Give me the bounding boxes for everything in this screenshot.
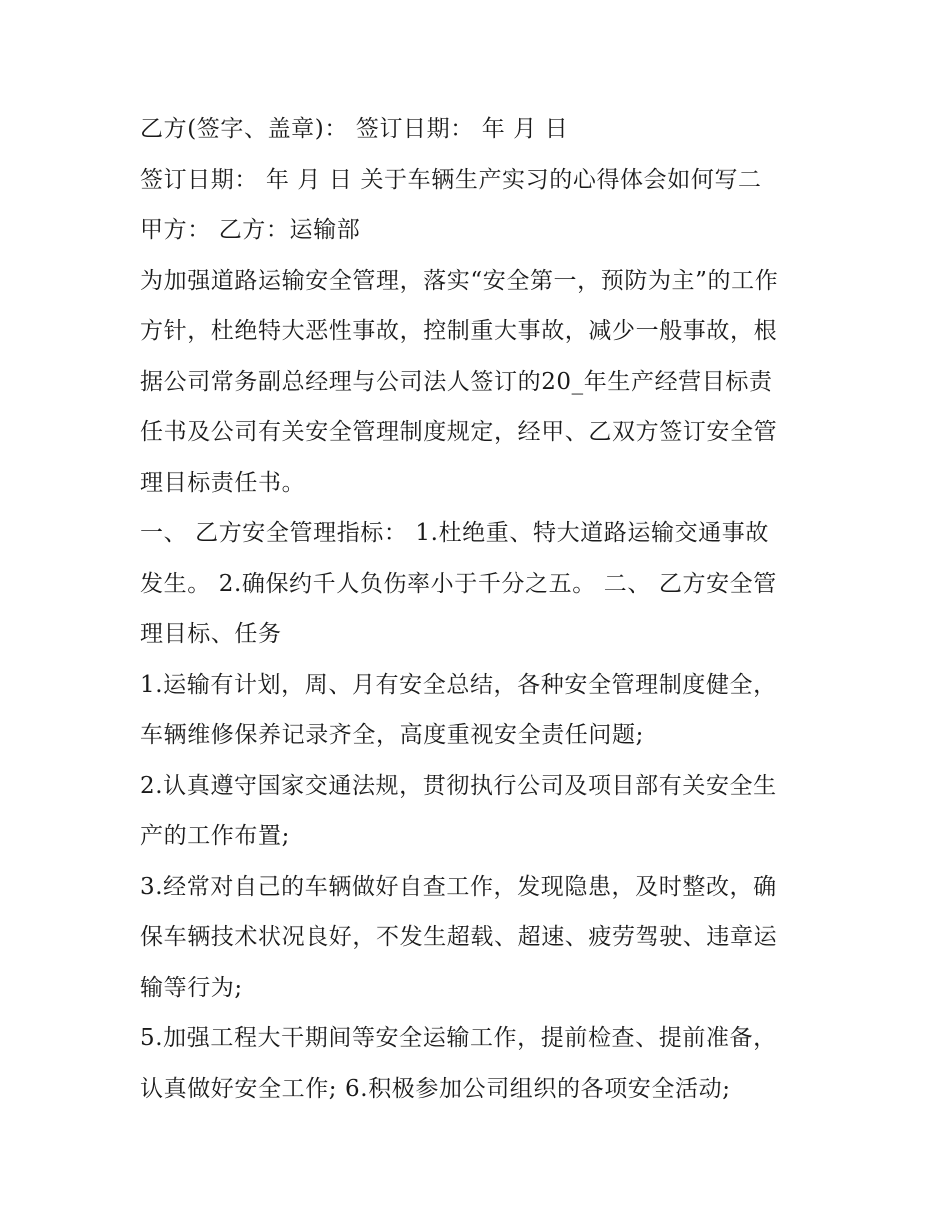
text-line-15: 产的工作布置; [140,823,290,849]
text-line-1: 乙方(签字、盖章)： 签订日期： 年 月 日 [140,116,569,142]
text-line-10: 发生。 2.确保约千人负伤率小于千分之五。 二、 乙方安全管 [140,570,777,597]
text-line-2: 签订日期： 年 月 日 关于车辆生产实习的心得体会如何写二 [140,166,762,193]
text-line-16: 3.经常对自己的车辆做好自查工作，发现隐患，及时整改，确 [140,873,777,900]
text-line-20: 认真做好安全工作; 6.积极参加公司组织的各项安全活动; [140,1075,731,1102]
text-line-17: 保车辆技术状况良好，不发生超载、超速、疲劳驾驶、违章运 [140,924,778,950]
text-line-3: 甲方： 乙方：运输部 [140,217,361,243]
text-line-6: 据公司常务副总经理与公司法人签订的20_年生产经营目标责 [140,368,773,395]
text-line-4: 为加强道路运输安全管理，落实“安全第一，预防为主”的工作 [140,267,779,294]
text-line-11: 理目标、任务 [140,621,282,647]
text-line-7: 任书及公司有关安全管理制度规定，经甲、乙双方签订安全管 [140,419,778,445]
text-line-14: 2.认真遵守国家交通法规，贯彻执行公司及项目部有关安全生 [140,772,777,799]
text-line-13: 车辆维修保养记录齐全，高度重视安全责任问题; [140,722,644,748]
document-body [140,104,820,1114]
text-line-8: 理目标责任书。 [140,469,306,496]
text-line-9: 一、 乙方安全管理指标： 1.杜绝重、特大道路运输交通事故 [140,520,769,546]
text-line-18: 输等行为; [140,974,243,1001]
text-line-5: 方针，杜绝特大恶性事故，控制重大事故，减少一般事故，根 [140,318,778,344]
text-line-12: 1.运输有计划，周、月有安全总结，各种安全管理制度健全， [140,671,777,698]
text-line-19: 5.加强工程大干期间等安全运输工作，提前检查、提前准备， [140,1025,777,1051]
